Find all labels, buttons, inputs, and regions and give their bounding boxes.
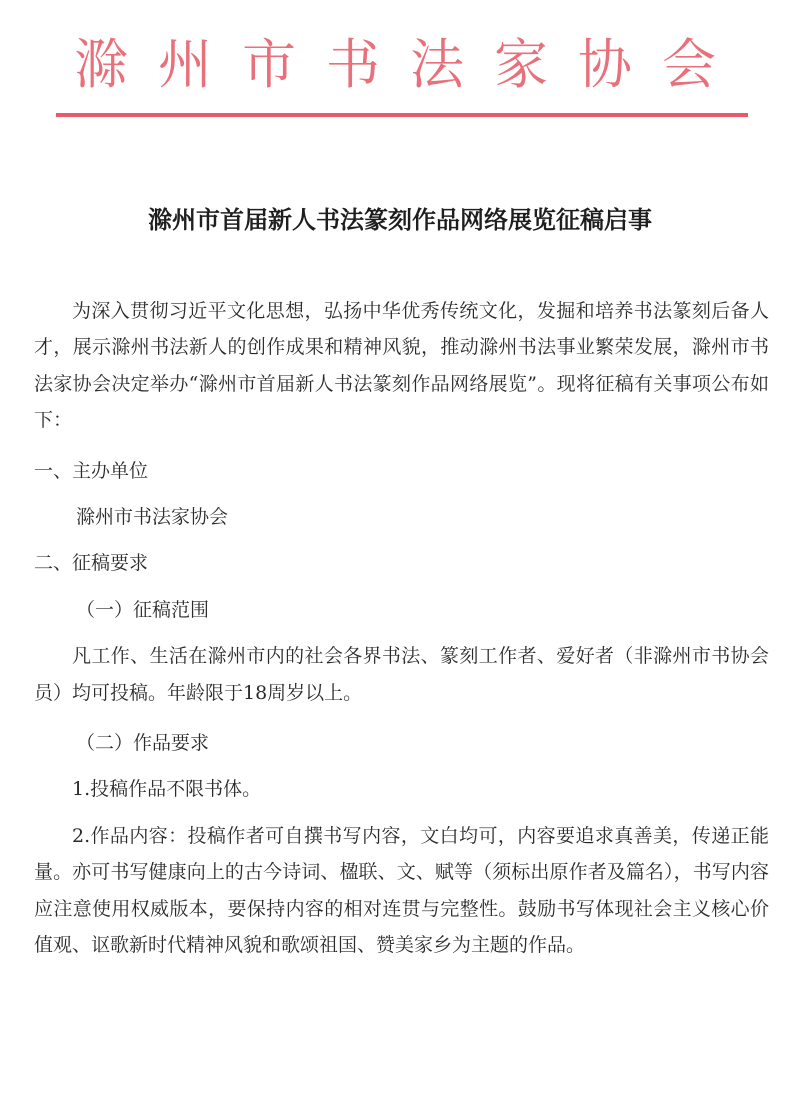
section-1-heading: 一、主办单位 <box>34 459 149 482</box>
requirement-item-1: 1.投稿作品不限书体。 <box>72 778 262 801</box>
subsection-1-body: 凡工作、生活在滁州市内的社会各界书法、篆刻工作者、爱好者（非滁州市书协会员）均可投稿。年龄限于18周岁以上。 <box>34 645 769 704</box>
document-title: 滁州市首届新人书法篆刻作品网络展览征稿启事 <box>148 206 652 234</box>
subsection-2-heading: （二）作品要求 <box>76 732 210 755</box>
document-body <box>34 293 769 964</box>
letterhead: 滁州市书法家协会 <box>74 33 746 96</box>
requirement-item-2: 2.作品内容：投稿作者可自撰书写内容，文白均可，内容要追求真善美，传递正能量。亦可书写健康向上的古今诗词、楹联、文、赋等（须标出原作者及篇名），书写内容应注意使用权威版本，要保持内容的相对连贯与完整性。鼓励书写体现社会主义核心价值观、讴歌新时代精神风貌和歌颂祖国、赞美家乡为主题的作品。 <box>34 824 769 957</box>
intro-paragraph: 为深入贯彻习近平文化思想，弘扬中华优秀传统文化，发掘和培养书法篆刻后备人才，展示滁州书法新人的创作成果和精神风貌，推动滁州书法事业繁荣发展，滁州市书法家协会决定举办“滁州市首届新人书法篆刻作品网络展览”。现将征稿有关事项公布如下： <box>34 300 769 432</box>
letterhead-rule <box>56 113 748 117</box>
section-1-body: 滁州市书法家协会 <box>76 506 229 529</box>
subsection-1-heading: （一）征稿范围 <box>76 598 210 621</box>
section-2-heading: 二、征稿要求 <box>34 552 149 575</box>
